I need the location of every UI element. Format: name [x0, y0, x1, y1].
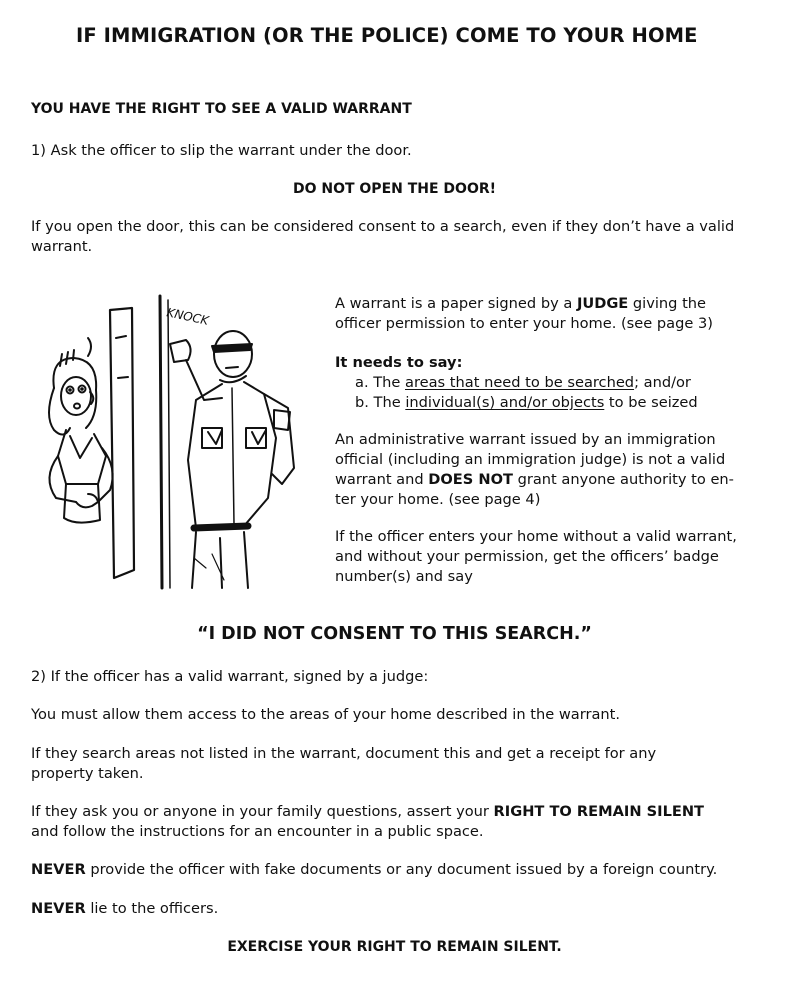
requirement-a-underlined: areas that need to be searched	[405, 374, 635, 391]
warrant-def-text: A warrant is a paper signed by a	[335, 295, 577, 312]
consent-warning-text: If you open the door, this can be considered consent to a search, even if they don’t have a valid warrant.	[31, 218, 735, 255]
requirement-b-underlined: individual(s) and/or objects	[405, 394, 605, 411]
requirement-a	[335, 373, 735, 393]
does-not-emphasis: DOES NOT	[428, 471, 513, 488]
page-title: IF IMMIGRATION (OR THE POLICE) COME TO YOUR HOME	[76, 24, 698, 47]
enter-without-warrant-text: If the officer enters your home without a valid warrant, and without your permission, get the officers’ badge number(s) and say	[335, 528, 737, 585]
do-not-open-warning: DO NOT OPEN THE DOOR!	[292, 181, 497, 197]
step-2-text: 2) If the officer has a valid warrant, signed by a judge:	[31, 668, 429, 685]
questions-text	[31, 802, 721, 842]
never-lie-text: lie to the officers.	[85, 900, 219, 917]
admin-warrant-text-end: grant anyone authority to en-ter your home. (see page 4)	[335, 471, 734, 508]
knock-label: KNOCK	[165, 305, 210, 328]
administrative-warrant-note	[335, 430, 735, 510]
questions-text-start: If they ask you or anyone in your family questions, assert your	[31, 803, 494, 820]
warrant-def-text-end: giving the officer permission to enter your home. (see page 3)	[335, 295, 713, 332]
right-to-silent-emphasis: RIGHT TO REMAIN SILENT	[493, 803, 705, 820]
never-fake-text: provide the officer with fake documents or any document issued by a foreign country.	[85, 861, 718, 878]
requirement-b	[335, 393, 735, 413]
warrant-requirements	[335, 353, 735, 413]
never-emphasis-2: NEVER	[31, 900, 86, 917]
judge-emphasis: JUDGE	[576, 295, 629, 312]
requirement-b-prefix: b. The	[355, 394, 406, 411]
warrant-definition	[335, 294, 735, 334]
requirement-b-suffix: to be seized	[604, 394, 698, 411]
never-emphasis-1: NEVER	[31, 861, 86, 878]
requirement-a-suffix: ; and/or	[634, 374, 691, 391]
allow-access-text: You must allow them access to the areas of your home described in the warrant.	[31, 706, 621, 723]
requirement-a-prefix: a. The	[355, 374, 406, 391]
step-1-text: 1) Ask the officer to slip the warrant under the door.	[31, 142, 412, 159]
final-silent-instruction: EXERCISE YOUR RIGHT TO REMAIN SILENT.	[227, 939, 562, 955]
section-heading-warrant: YOU HAVE THE RIGHT TO SEE A VALID WARRANT	[31, 101, 412, 117]
needs-heading: It needs to say:	[335, 354, 463, 371]
admin-warrant-text: An administrative warrant issued by an immigration official (including an immigration judge) is not a valid warrant and	[335, 431, 726, 488]
never-fake-documents	[31, 860, 771, 880]
questions-text-end: and follow the instructions for an encounter in a public space.	[31, 823, 484, 840]
consent-quote: “I DID NOT CONSENT TO THIS SEARCH.”	[197, 624, 592, 644]
document-search-text: If they search areas not listed in the warrant, document this and get a receipt for any property taken.	[31, 745, 657, 782]
never-lie	[31, 899, 218, 919]
door-knock-illustration	[36, 288, 306, 593]
